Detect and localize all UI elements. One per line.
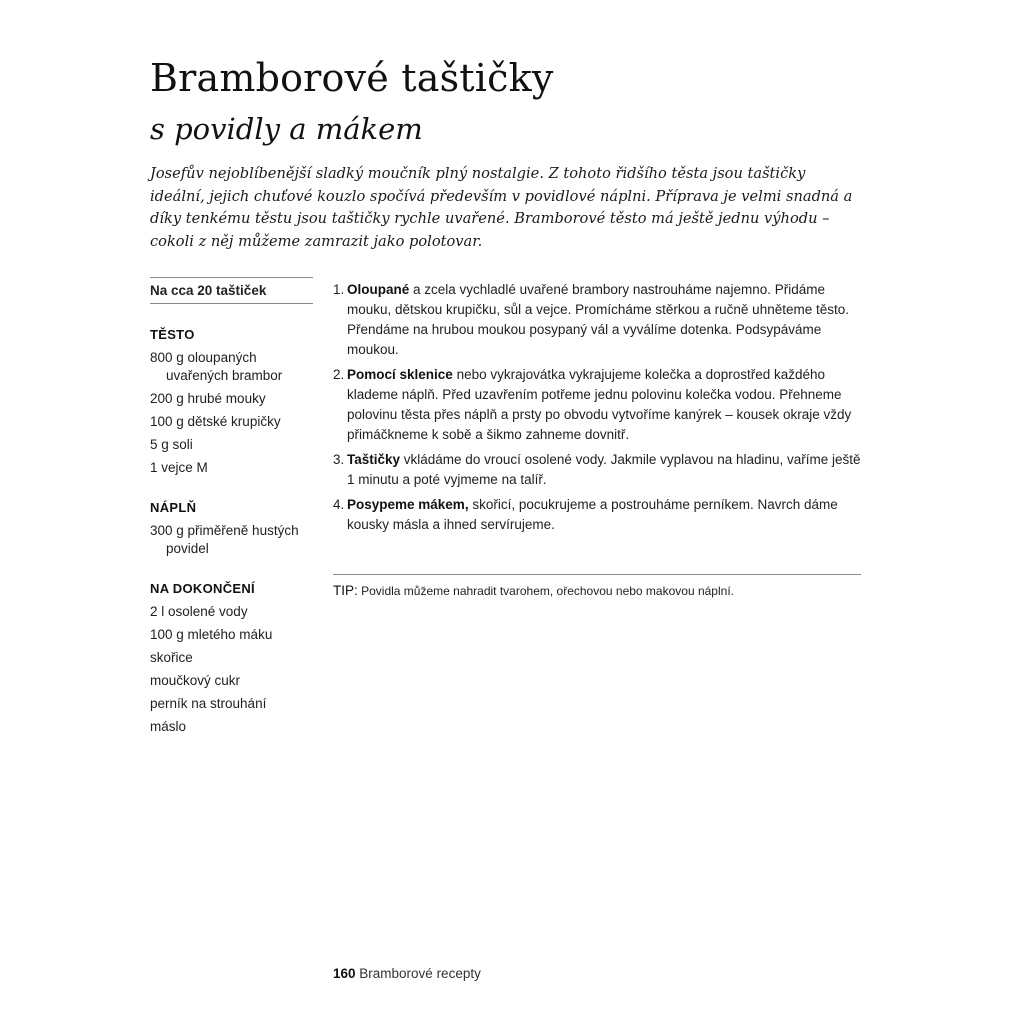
ingredient-group-finishing [150, 581, 313, 736]
ingredient-group-dough [150, 327, 313, 477]
step-text: nebo vykrajovátka vykrajujeme kolečka a doprostřed každého klademe náplň. Před uzavřením potřeme jednu polovinu kolečka vodou. Přehneme polovinu těsta přes náplň a prsty po obvodu vytvoříme kanýrek – kousek okraje vždy přimáčkneme k sobě a šikmo zahneme dovnitř. [347, 367, 852, 442]
step-number: 2. [333, 367, 345, 382]
ingredient-item: 1 vejce M [150, 460, 208, 475]
ingredient-item: 100 g mletého máku [150, 627, 273, 642]
ingredient-item: perník na strouhání [150, 696, 267, 711]
page-number: 160 [333, 966, 356, 981]
page-footer [333, 966, 481, 981]
method-step [333, 495, 863, 535]
tip-text: Povidla můžeme nahradit tvarohem, ořechovou nebo makovou náplní. [357, 584, 734, 598]
method-step [333, 450, 863, 490]
ingredient-item: 5 g soli [150, 437, 193, 452]
step-text: skořicí, pocukrujeme a postrouháme perníkem. Navrch dáme kousky másla a ihned servírujeme. [347, 497, 838, 532]
servings-label: Na cca 20 taštiček [150, 277, 313, 304]
method-steps [333, 280, 863, 540]
ingredient-group-title: TĚSTO [150, 327, 195, 342]
tip-label: TIP: [333, 583, 358, 598]
ingredient-item: 200 g hrubé mouky [150, 391, 266, 406]
ingredient-item: 2 l osolené vody [150, 604, 248, 619]
ingredient-item: 100 g dětské krupičky [150, 414, 281, 429]
method-step [333, 280, 863, 360]
ingredient-group-title: NÁPLŇ [150, 500, 197, 515]
ingredient-item: 800 g oloupaných uvařených brambor [150, 350, 283, 383]
recipe-subtitle: s povidly a mákem [150, 112, 423, 146]
ingredients-column [150, 277, 313, 741]
step-text: a zcela vychladlé uvařené brambory nastrouháme najemno. Přidáme mouku, dětskou krupičku, sůl a vejce. Promícháme stěrkou a ručně uhněteme těsto. Přendáme na hrubou moukou posypaný vál a vyválíme dotenka. Podsypáváme moukou. [347, 282, 849, 357]
ingredient-item: moučkový cukr [150, 673, 241, 688]
step-lead: Taštičky [347, 452, 401, 467]
ingredient-item: skořice [150, 650, 193, 665]
step-lead: Posypeme mákem, [347, 497, 469, 512]
tip-box [333, 582, 873, 600]
ingredient-item: máslo [150, 719, 187, 734]
recipe-intro: Josefův nejoblíbenější sladký moučník plný nostalgie. Z tohoto řidšího těsta jsou taštičky ideální, jejich chuťové kouzlo spočívá především v povidlové náplni. Příprava je velmi snadná a díky tenkému těstu jsou taštičky rychle uvařené. Bramborové těsto má ještě jednu výhodu – cokoli z něj můžeme zamrazit jako polotovar. [150, 165, 853, 250]
step-number: 4. [333, 497, 345, 512]
method-step [333, 365, 863, 445]
step-text: vkládáme do vroucí osolené vody. Jakmile vyplavou na hladinu, vaříme ještě 1 minutu a poté vyjmeme na talíř. [347, 452, 861, 487]
step-number: 1. [333, 282, 345, 297]
ingredient-group-title: NA DOKONČENÍ [150, 581, 255, 596]
ingredient-item: 300 g přiměřeně hustých povidel [150, 523, 299, 556]
section-name: Bramborové recepty [355, 966, 481, 981]
recipe-title: Bramborové taštičky [150, 56, 554, 100]
step-lead: Pomocí sklenice [347, 367, 453, 382]
step-number: 3. [333, 452, 345, 467]
step-lead: Oloupané [347, 282, 410, 297]
tip-divider [333, 574, 861, 575]
ingredient-group-filling [150, 500, 313, 558]
